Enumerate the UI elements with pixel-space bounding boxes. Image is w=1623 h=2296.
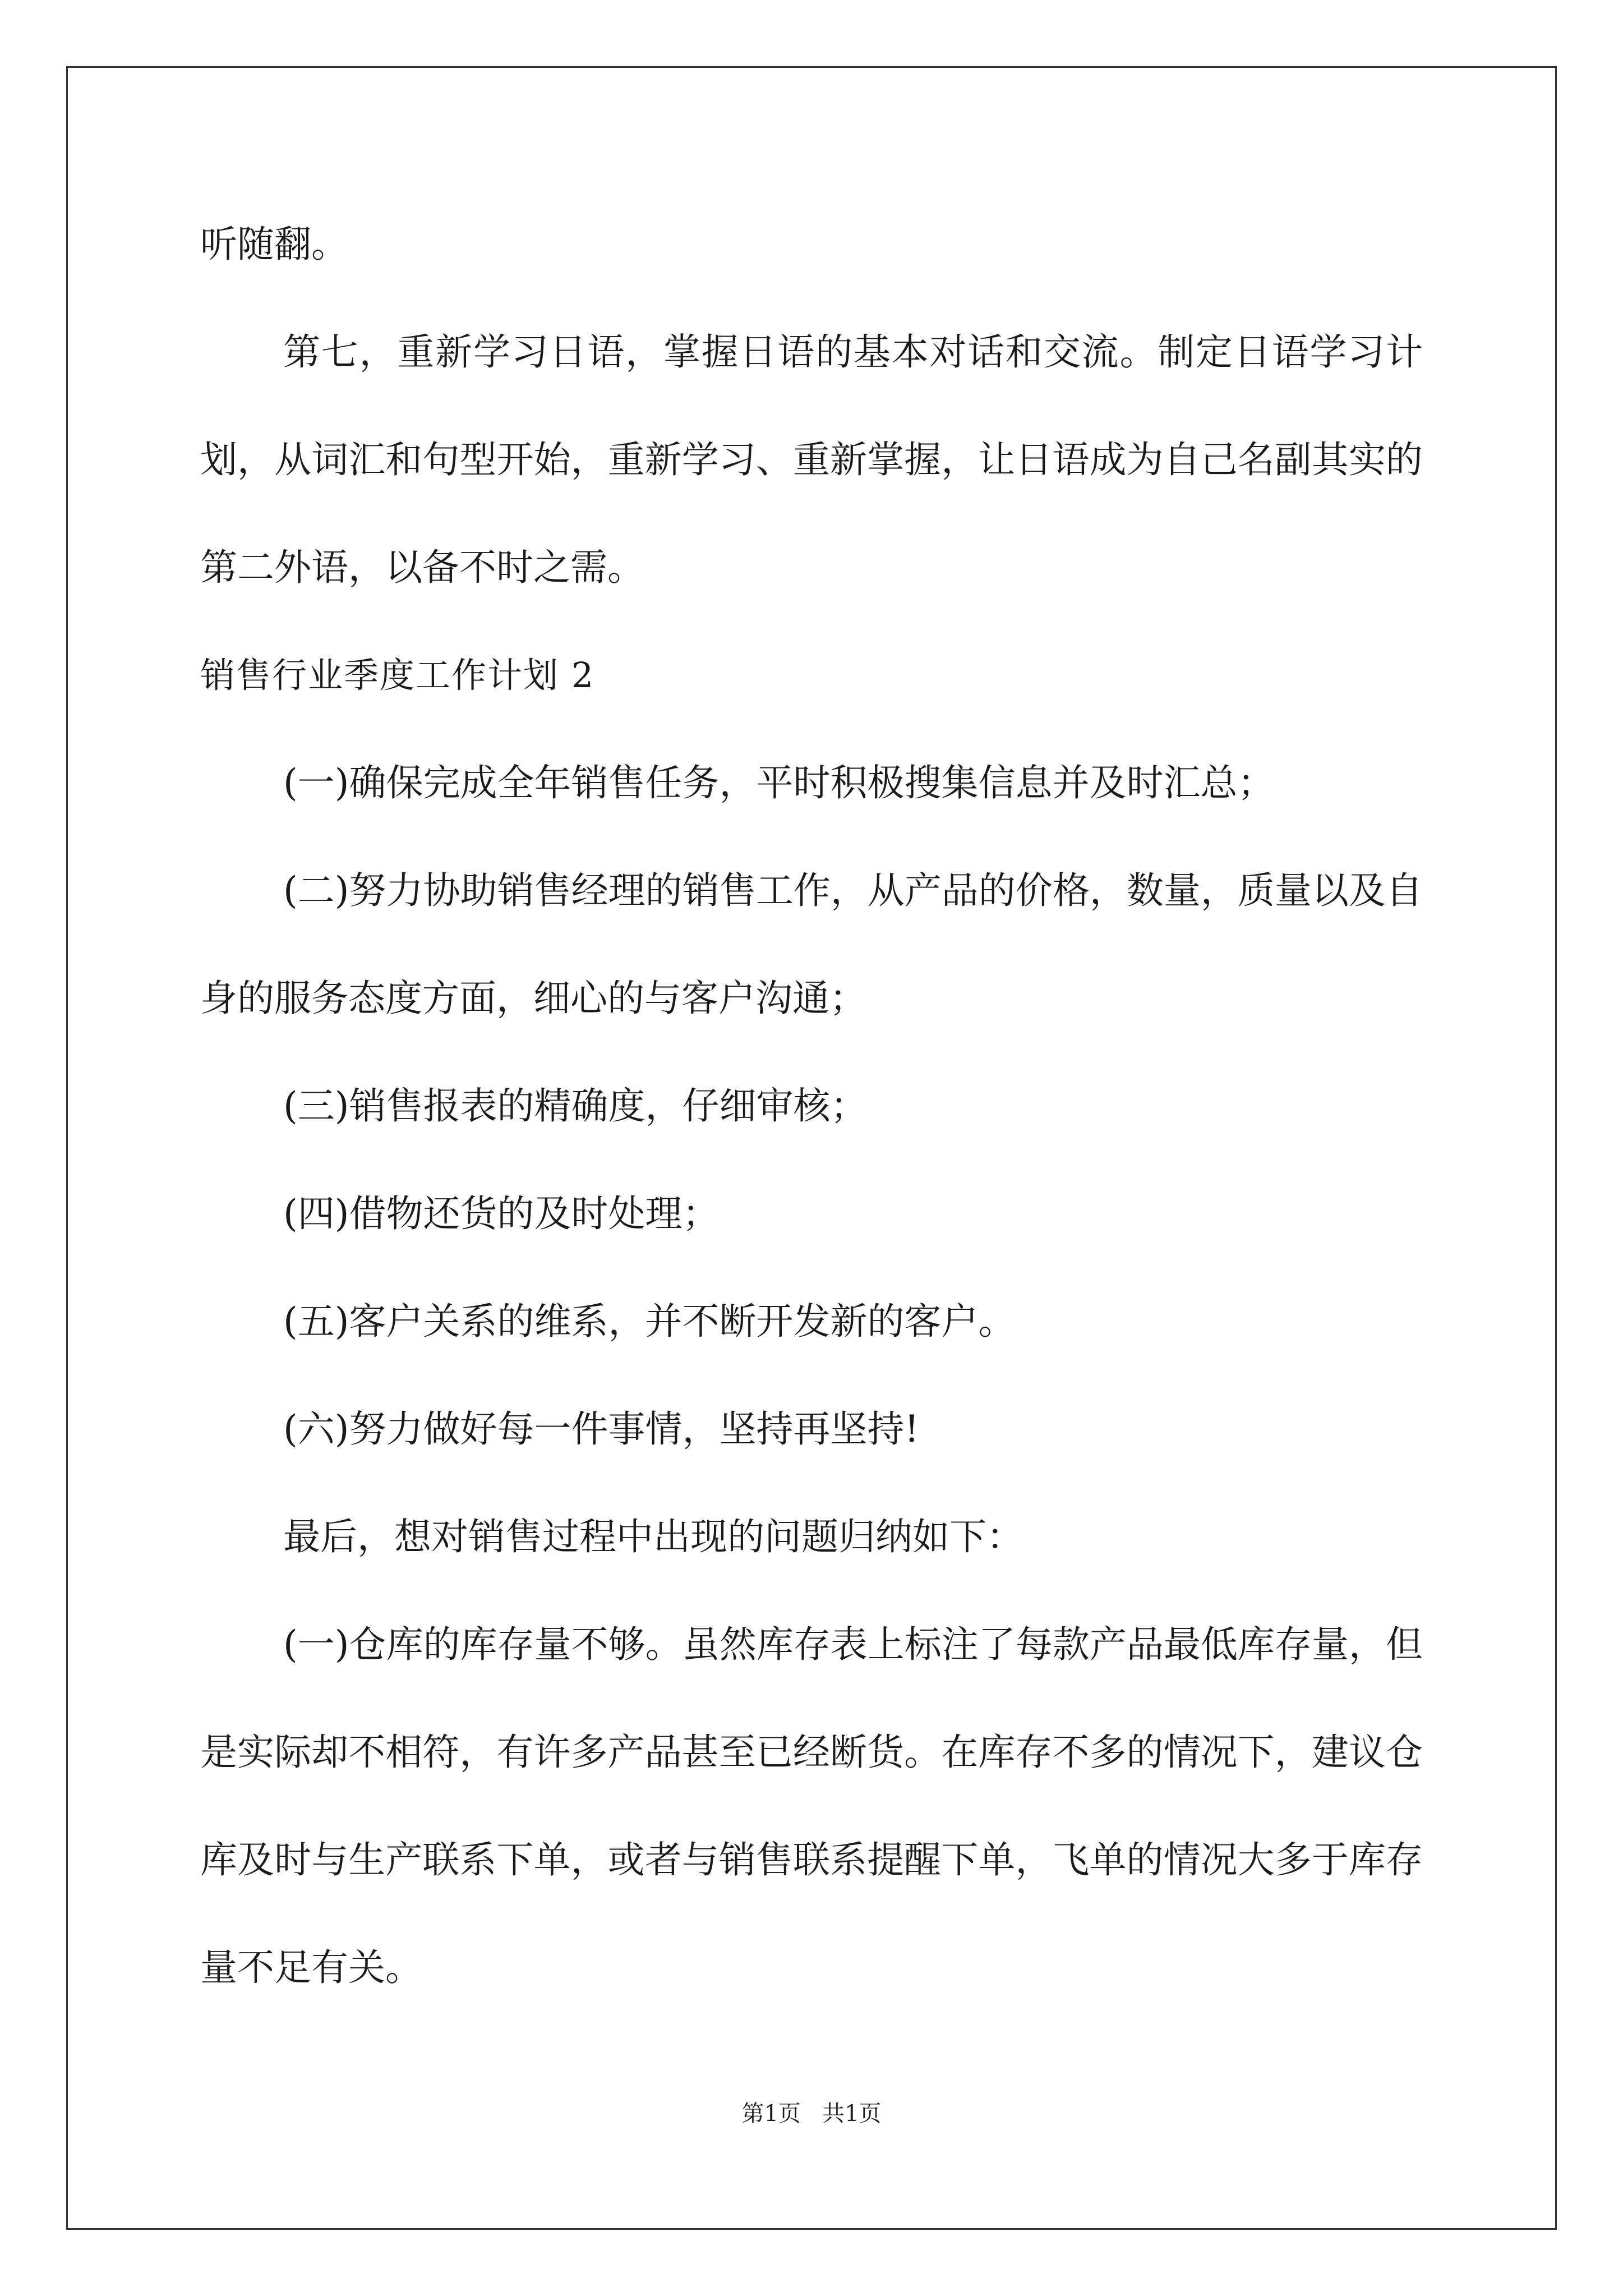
paragraph-japanese-study: 第七，重新学习日语，掌握日语的基本对话和交流。制定日语学习计划，从词汇和句型开始，重新学习、重新掌握，让日语成为自己名副其实的第二外语，以备不时之需。 bbox=[200, 330, 1423, 589]
paragraph-summary-intro: 最后，想对销售过程中出现的问题归纳如下： bbox=[283, 1515, 1023, 1558]
paragraph-item-3: (三)销售报表的精确度，仔细审核； bbox=[283, 1084, 868, 1128]
paragraph-item-2: (二)努力协助销售经理的销售工作，从产品的价格，数量，质量以及自身的服务态度方面，细心的与客户沟通； bbox=[200, 869, 1423, 1020]
paragraph-item-4: (四)借物还货的及时处理； bbox=[283, 1192, 720, 1235]
paragraph-continuation: 听随翻。 bbox=[200, 223, 348, 266]
paragraph-item-6: (六)努力做好每一件事情，坚持再坚持! bbox=[283, 1407, 920, 1451]
paragraph-item-5: (五)客户关系的维系，并不断开发新的客户。 bbox=[283, 1300, 1016, 1343]
document-body bbox=[200, 191, 1423, 2022]
section-heading: 销售行业季度工作计划 2 bbox=[200, 655, 595, 696]
paragraph-inventory-issue: (一)仓库的库存量不够。虽然库存表上标注了每款产品最低库存量，但是实际却不相符，有许多产品甚至已经断货。在库存不多的情况下，建议仓库及时与生产联系下单，或者与销售联系提醒下单，飞单的情况大多于库存量不足有关。 bbox=[200, 1623, 1423, 1989]
paragraph-item-1: (一)确保完成全年销售任务，平时积极搜集信息并及时汇总； bbox=[283, 761, 1275, 804]
page-footer: 第1页 共1页 bbox=[741, 2101, 882, 2127]
